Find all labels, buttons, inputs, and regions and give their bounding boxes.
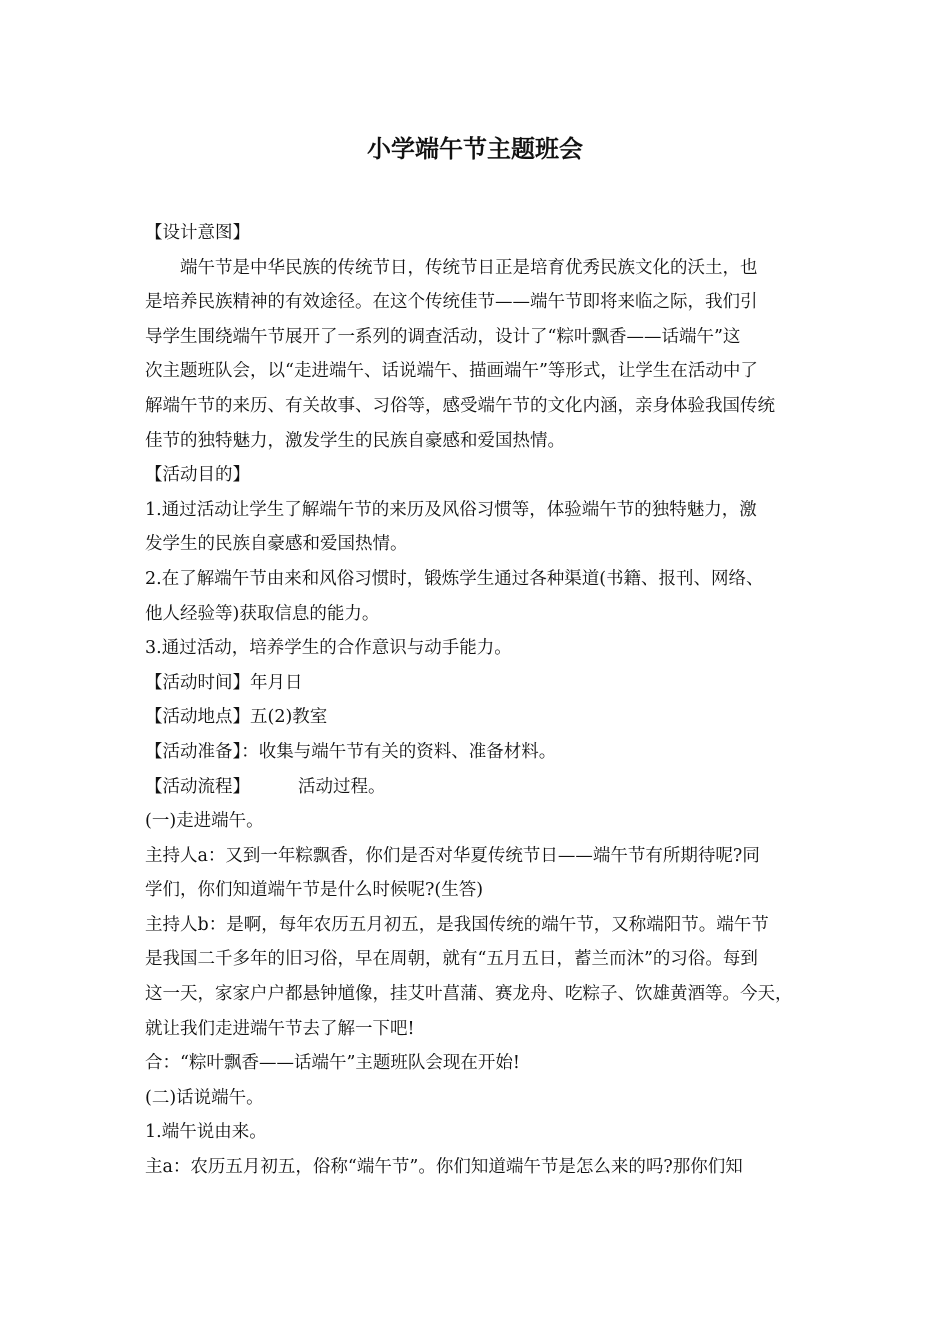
paragraph-line: 主持人b：是啊，每年农历五月初五，是我国传统的端午节，又称端阳节。端午节 [145,914,769,935]
paragraph-line: 次主题班队会，以“走进端午、话说端午、描画端午”等形式，让学生在活动中了 [145,361,758,382]
paragraph-line: 就让我们走进端午节去了解一下吧! [145,1018,415,1039]
paragraph-line: 合：“粽叶飘香——话端午”主题班队会现在开始! [145,1053,520,1074]
paragraph-line: 主a：农历五月初五，俗称“端午节”。你们知道端午节是怎么来的吗?那你们知 [145,1157,743,1178]
paragraph-line: 他人经验等)获取信息的能力。 [145,603,380,624]
paragraph-line: 2.在了解端午节由来和风俗习惯时，锻炼学生通过各种渠道(书籍、报刊、网络、 [145,568,764,589]
activity-process-heading: 【活动流程】 [145,776,250,797]
paragraph-line: 发学生的民族自豪感和爱国热情。 [145,534,408,555]
paragraph-line: 1.端午说由来。 [145,1122,267,1143]
paragraph-line: 是培养民族精神的有效途径。在这个传统佳节——端午节即将来临之际，我们引 [145,292,758,313]
paragraph-line: 解端午节的来历、有关故事、习俗等，感受端午节的文化内涵，亲身体验我国传统 [145,395,775,416]
paragraph-line: 导学生围绕端午节展开了一系列的调查活动，设计了“粽叶飘香——话端午”这 [145,326,741,347]
document-title: 小学端午节主题班会 [367,135,583,163]
paragraph-line: 1.通过活动让学生了解端午节的来历及风俗习惯等，体验端午节的独特魅力，激 [145,499,757,520]
paragraph-line: 3.通过活动，培养学生的合作意识与动手能力。 [145,638,512,659]
document-body [145,216,807,1185]
paragraph-line: 这一天，家家户户都悬钟馗像，挂艾叶菖蒲、赛龙舟、吃粽子、饮雄黄酒等。今天， [145,984,793,1005]
activity-process-line [145,770,807,805]
activity-location-line: 【活动地点】五(2)教室 [145,707,328,728]
subsection-heading: (一)走进端午。 [145,811,264,832]
paragraph-line: 是我国二千多年的旧习俗，早在周朝，就有“五月五日，蓄兰而沐”的习俗。每到 [145,949,758,970]
activity-process-text: 活动过程。 [298,776,386,797]
paragraph-line: 佳节的独特魅力，激发学生的民族自豪感和爱国热情。 [145,430,565,451]
activity-preparation-line: 【活动准备】：收集与端午节有关的资料、准备材料。 [145,741,557,762]
paragraph-line: 主持人a：又到一年粽飘香，你们是否对华夏传统节日——端午节有所期待呢?同 [145,845,760,866]
subsection-heading: (二)话说端午。 [145,1087,264,1108]
activity-time-line: 【活动时间】年月日 [145,672,303,693]
paragraph-line: 学们，你们知道端午节是什么时候呢?(生答) [145,880,484,901]
section-heading-design-intent: 【设计意图】 [145,223,250,243]
paragraph-line: 端午节是中华民族的传统节日，传统节日正是培育优秀民族文化的沃土，也 [180,257,758,278]
section-heading-activity-goals: 【活动目的】 [145,465,250,486]
